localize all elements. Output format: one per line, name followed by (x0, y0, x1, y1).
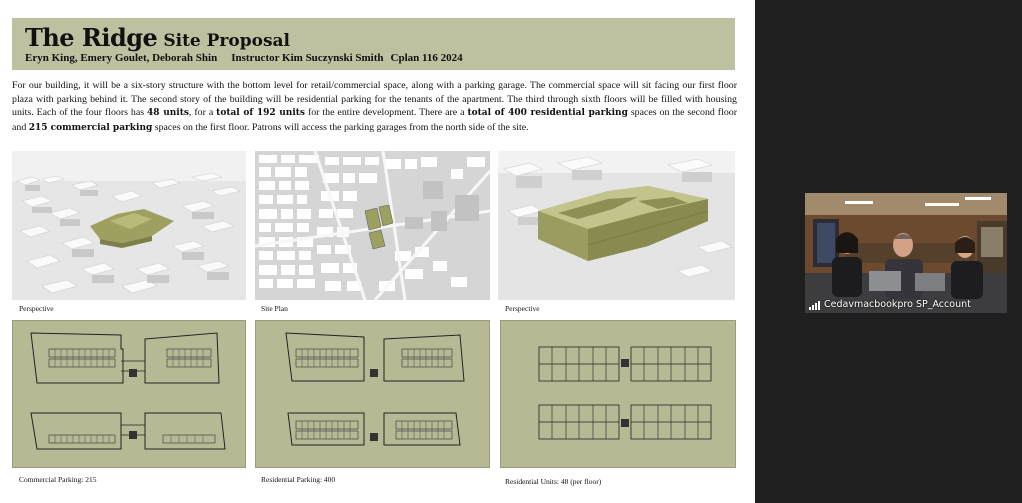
caption-residential-units: Residential Units: 48 (per floor) (505, 477, 602, 486)
caption-commercial-parking: Commercial Parking: 215 (19, 475, 97, 484)
residential-units-plan (500, 320, 736, 468)
title-row (25, 23, 290, 52)
total-residential-parking: total of 400 residential parking (467, 108, 628, 119)
participant-name: Cedavmacbookpro SP_Account (824, 299, 971, 310)
slide-header (12, 18, 735, 70)
residential-parking-plan (255, 320, 490, 468)
commercial-parking-count: 215 commercial parking (28, 123, 153, 134)
units-per-floor: 48 units (147, 108, 189, 119)
participant-video-tile[interactable] (805, 193, 1007, 313)
perspective-image-1 (12, 151, 246, 300)
caption-residential-parking: Residential Parking: 400 (261, 475, 336, 484)
participant-name-label (809, 299, 971, 310)
caption-perspective-1: Perspective (19, 304, 54, 313)
slide-subtitle: Site Proposal (163, 31, 290, 51)
total-units: total of 192 units (216, 108, 305, 119)
instructor: Instructor Kim Suczynski Smith (231, 52, 384, 64)
classroom-video-feed (805, 193, 1007, 313)
course: Cplan 116 2024 (390, 52, 463, 64)
author-line (25, 52, 463, 64)
slide-title: The Ridge (25, 23, 158, 52)
caption-site-plan: Site Plan (261, 304, 288, 313)
signal-bars-icon (809, 301, 820, 310)
project-description: For our building, it will be a six-story structure with the bottom level for retail/commercial space, along with a parking garage. The commercial space will sit facing our first floor plaza with parking behind it. The second story of the building will be residential parking for the tenants of the apartment. The third through sixth floors will be filled with housing units. Each of the four floors has 48 units, for a total of 192 units for the entire development. There are a total of 400 residential parking spaces on the second floor and 215 commercial parking spaces on the first floor. Patrons will access the parking garages from the north side of the site. (12, 80, 737, 134)
site-plan-image (255, 151, 490, 300)
commercial-parking-plan (12, 320, 246, 468)
perspective-image-2 (498, 151, 735, 300)
authors: Eryn King, Emery Goulet, Deborah Shin (25, 52, 218, 64)
caption-perspective-2: Perspective (505, 304, 540, 313)
